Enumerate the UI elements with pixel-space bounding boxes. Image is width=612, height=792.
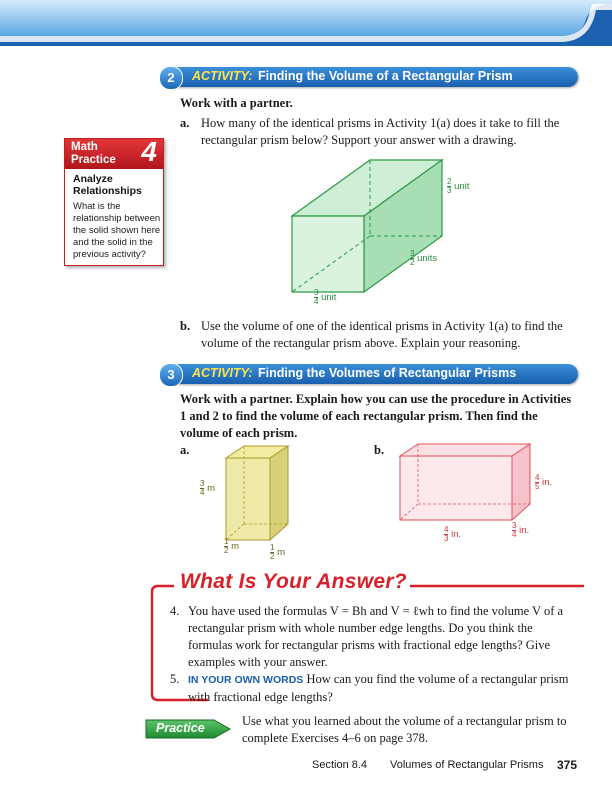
mp-number: 4 [141, 136, 157, 167]
yellow-height-label: $\frac{3}{4}$ m [200, 479, 216, 497]
activity-number: 2 [159, 66, 183, 90]
page-number: 375 [557, 758, 578, 772]
section3-intro: Work with a partner. Explain how you can use the procedure in Activities 1 and 2 to find the volume of each rectangular prism. Then find the volume of each prism. [180, 392, 572, 440]
prism-b-label: b. [374, 443, 385, 457]
pink-width-label: $\frac{4}{3}$ in. [444, 525, 462, 543]
work-with-partner: Work with a partner. [180, 96, 293, 110]
yellow-rectangular-prism [222, 444, 308, 544]
practice-text: Use what you learned about the volume of a rectangular prism to complete Exercises 4–6 on page 378. [242, 714, 567, 745]
yellow-width-label: $\frac{1}{2}$ m [270, 543, 286, 561]
what-is-your-answer-heading: What Is Your Answer? [180, 570, 407, 593]
activity-label: ACTIVITY: [192, 366, 253, 380]
mp-subtitle1: Analyze [73, 173, 113, 185]
pink-depth-label: $\frac{3}{4}$ in. [512, 521, 530, 539]
green-width-label: $\frac{3}{4}$ unit [314, 288, 337, 306]
q4-number: 4. [170, 604, 180, 618]
activity-title: Finding the Volume of a Rectangular Prism [258, 69, 513, 83]
green-depth-label: $\frac{3}{2}$ units [410, 249, 438, 267]
part-a-label: a. [180, 116, 190, 130]
mp-subtitle2: Relationships [73, 185, 142, 197]
activity-number: 3 [159, 363, 183, 387]
yellow-depth-label: $\frac{1}{2}$ m [224, 537, 240, 555]
part-b-text: Use the volume of one of the identical prisms in Activity 1(a) to find the volume of the rectangular prism above. Explain your reasoning. [201, 319, 563, 350]
mp-line1: Math [71, 141, 98, 153]
footer-section: Section 8.4 [312, 759, 368, 771]
q5-lead: IN YOUR OWN WORDS [188, 674, 304, 686]
top-banner-decoration [0, 0, 612, 46]
footer-title: Volumes of Rectangular Prisms [390, 759, 544, 771]
prism-a-label: a. [180, 443, 190, 457]
practice-label: Practice [156, 721, 205, 735]
mp-line2: Practice [71, 154, 116, 166]
q5-text: How can you find the volume of a rectangular prism with fractional edge lengths? [188, 672, 569, 704]
q5-block [188, 671, 578, 706]
green-height-label: $\frac{2}{3}$ unit [447, 177, 470, 195]
activity-2-banner [160, 67, 578, 87]
q4-text: You have used the formulas V = Bh and V = ℓwh to find the volume V of a rectangular prism with whole number edge lengths. Do you think the formulas work for rectangular prisms with fractional edge lengths? Give examples with your answer. [188, 604, 564, 669]
activity-label: ACTIVITY: [192, 69, 253, 83]
math-practice-box [64, 138, 164, 266]
mp-body: What is the relationship between the solid shown here and the solid in the previous activity? [73, 201, 161, 260]
pink-rectangular-prism [396, 440, 536, 526]
q5-number: 5. [170, 672, 180, 686]
pink-height-label: $\frac{4}{5}$ in. [535, 473, 553, 491]
part-b-label: b. [180, 319, 191, 333]
part-a-text: How many of the identical prisms in Activity 1(a) does it take to fill the rectangular prism below? Support your answer with a drawing. [201, 116, 560, 147]
activity-3-banner [160, 364, 578, 384]
activity-title: Finding the Volumes of Rectangular Prisms [258, 366, 517, 380]
